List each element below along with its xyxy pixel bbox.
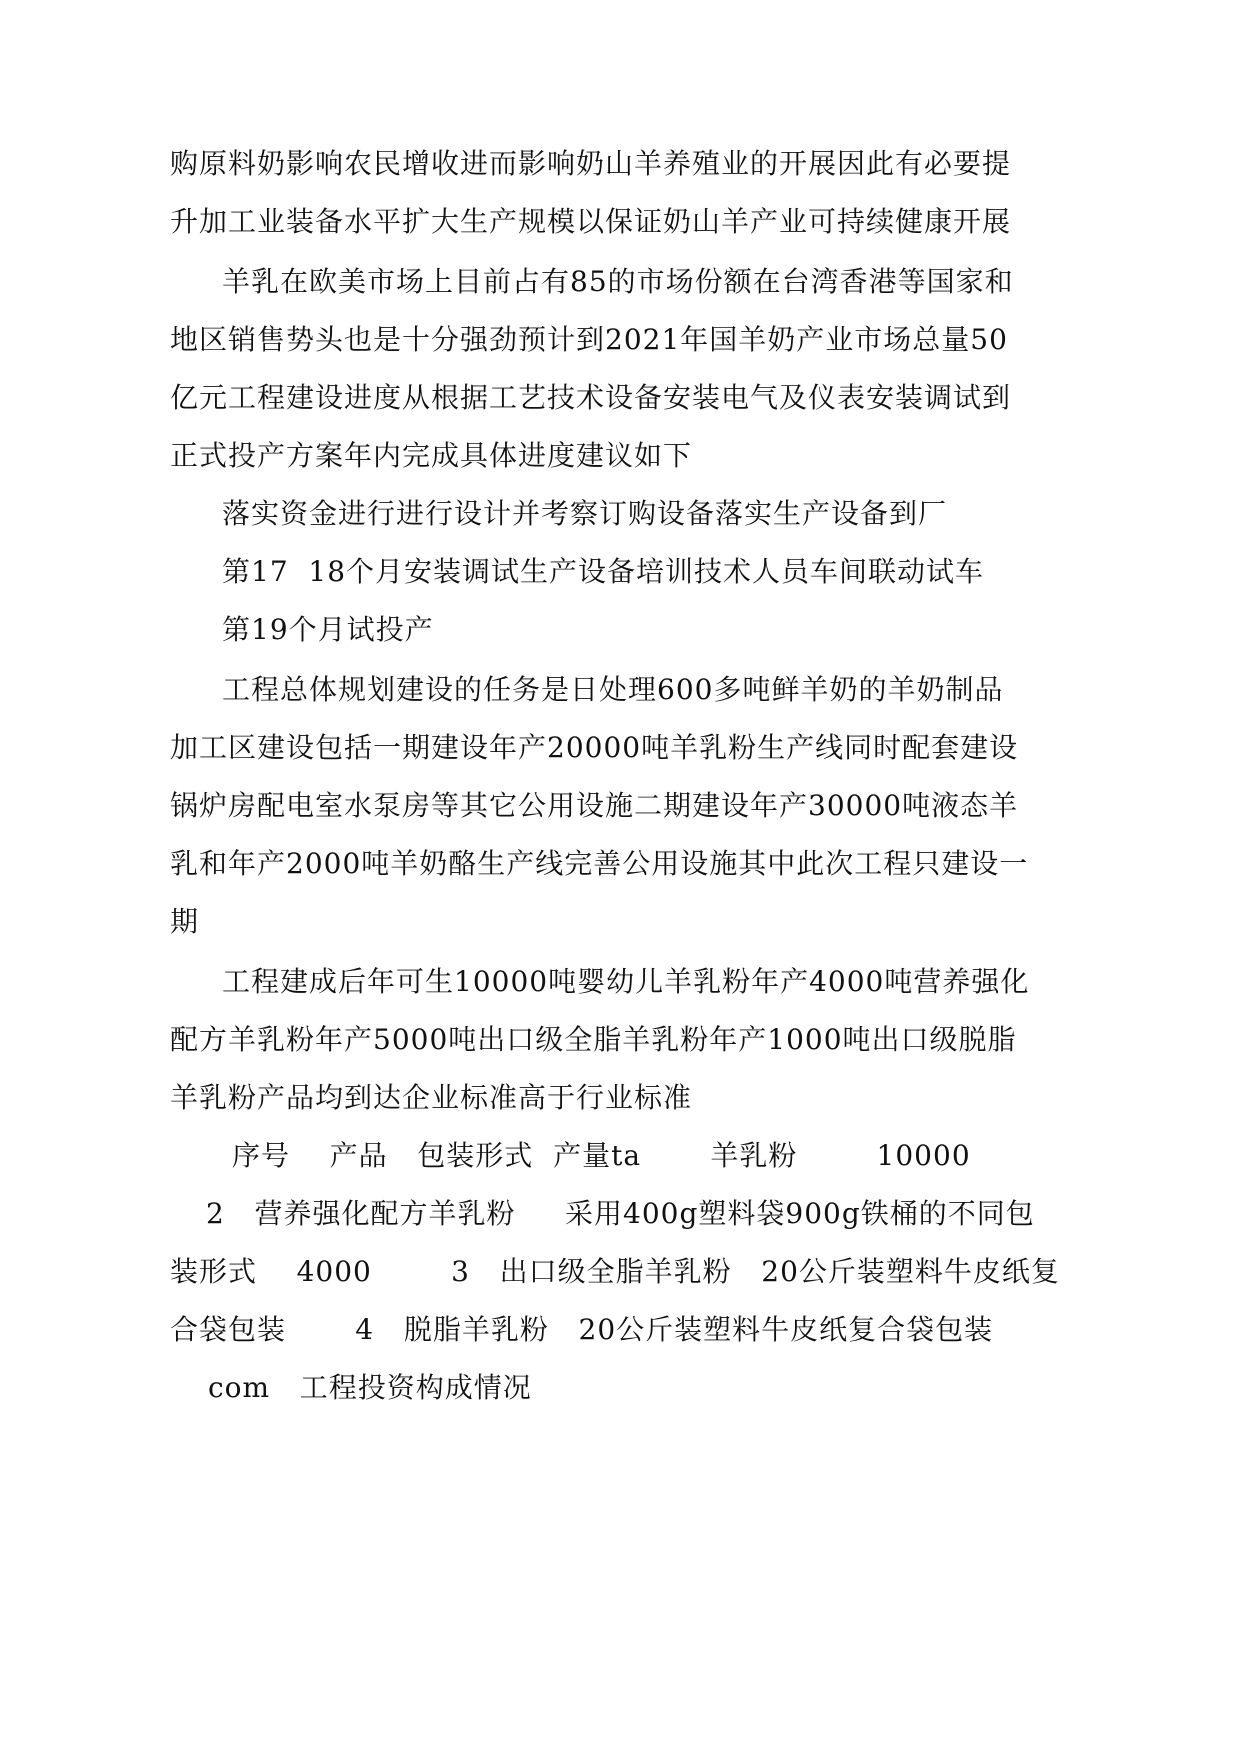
text-line: 期 xyxy=(170,905,200,938)
text-line: 羊乳在欧美市场上目前占有85的市场份额在台湾香港等国家和 xyxy=(222,265,1014,298)
text-line: 升加工业装备水平扩大生产规模以保证奶山羊产业可持续健康开展 xyxy=(170,205,1012,238)
text-line: 装形式 4000 3 出口级全脂羊乳粉 20公斤装塑料牛皮纸复 xyxy=(170,1255,1060,1288)
text-line: 工程总体规划建设的任务是日处理600多吨鲜羊奶的羊奶制品 xyxy=(222,673,1004,706)
text-line: 合袋包装 4 脱脂羊乳粉 20公斤装塑料牛皮纸复合袋包装 xyxy=(170,1313,994,1346)
text-line: com 工程投资构成情况 xyxy=(208,1371,532,1404)
text-line: 第19个月试投产 xyxy=(222,613,434,646)
text-line: 购原料奶影响农民增收进而影响奶山羊养殖业的开展因此有必要提 xyxy=(170,147,1012,180)
text-line: 配方羊乳粉年产5000吨出口级全脂羊乳粉年产1000吨出口级脱脂 xyxy=(170,1023,1017,1056)
text-line: 第17 18个月安装调试生产设备培训技术人员车间联动试车 xyxy=(222,555,985,588)
text-line: 工程建成后年可生10000吨婴幼儿羊乳粉年产4000吨营养强化 xyxy=(222,965,1030,998)
text-line: 加工区建设包括一期建设年产20000吨羊乳粉生产线同时配套建设 xyxy=(170,731,1019,764)
text-line: 正式投产方案年内完成具体进度建议如下 xyxy=(170,439,693,472)
text-line: 2 营养强化配方羊乳粉 采用400g塑料袋900g铁桶的不同包 xyxy=(206,1197,1035,1230)
text-line: 落实资金进行进行设计并考察订购设备落实生产设备到厂 xyxy=(222,497,948,530)
text-line: 羊乳粉产品均到达企业标准高于行业标准 xyxy=(170,1081,693,1114)
text-line: 地区销售势头也是十分强劲预计到2021年国羊奶产业市场总量50 xyxy=(170,323,1008,356)
text-line: 锅炉房配电室水泵房等其它公用设施二期建设年产30000吨液态羊 xyxy=(170,789,1019,822)
text-line: 序号 产品 包装形式 产量ta 羊乳粉 10000 xyxy=(232,1139,971,1172)
text-line: 乳和年产2000吨羊奶酪生产线完善公用设施其中此次工程只建设一 xyxy=(170,847,1029,880)
text-line: 亿元工程建设进度从根据工艺技术设备安装电气及仪表安装调试到 xyxy=(170,381,1012,414)
